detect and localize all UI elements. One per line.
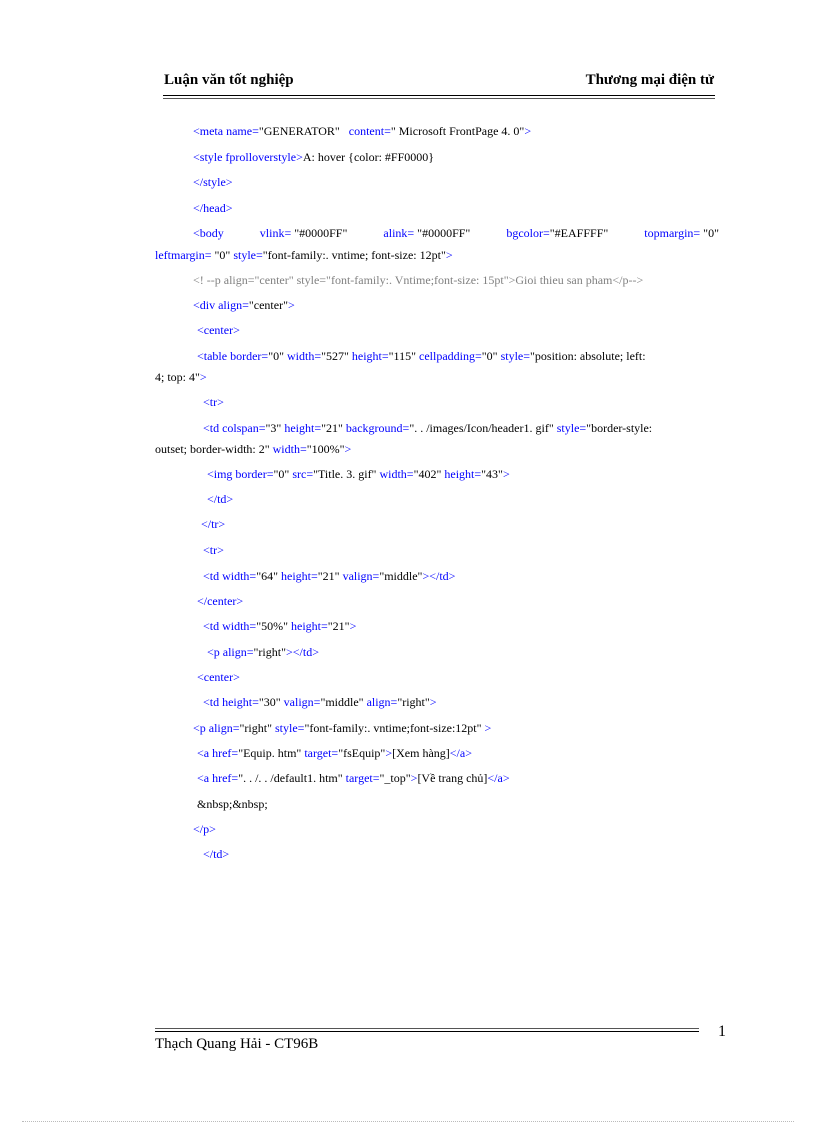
header-rule-secondary [163, 98, 715, 99]
code-line-8: <div align="center"> [193, 298, 295, 312]
code-line-27: <a href=". . /. . /default1. htm" target="_top">[Về trang chủ]</a> [197, 771, 510, 785]
footer-rule [155, 1028, 699, 1029]
footer-author: Thạch Quang Hải - CT96B [155, 1036, 319, 1052]
header-right-title: Thương mại điện tử [585, 72, 714, 88]
code-line-3: </style> [193, 175, 233, 189]
code-line-19: <td width="64" height="21" valign="middle"></td> [203, 569, 456, 583]
code-line-26: <a href="Equip. htm" target="fsEquip">[Xem hàng]</a> [197, 746, 472, 760]
code-line-12: <tr> [203, 395, 224, 409]
code-line-30: </td> [203, 847, 230, 861]
code-line-25: <p align="right" style="font-family:. vntime;font-size:12pt" > [193, 721, 492, 735]
code-line-28: &nbsp;&nbsp; [197, 797, 268, 811]
footer-rule-secondary [155, 1031, 699, 1032]
code-line-5: <body vlink= "#0000FF" alink= "#0000FF" bgcolor="#EAFFFF" topmargin= "0" [193, 226, 719, 240]
code-line-29: </p> [193, 822, 216, 836]
code-line-1: <meta name="GENERATOR" content=" Microsoft FrontPage 4. 0"> [193, 124, 532, 138]
code-line-9: <center> [197, 323, 240, 337]
code-line-2: <style fprolloverstyle>A: hover {color: #FF0000} [193, 150, 435, 164]
page-bottom-border [22, 1121, 794, 1122]
code-line-21: <td width="50%" height="21"> [203, 619, 357, 633]
code-line-10: <table border="0" width="527" height="115" cellpadding="0" style="position: absolute; left: [197, 349, 646, 363]
running-header [163, 72, 715, 94]
code-line-18: <tr> [203, 543, 224, 557]
code-line-6: leftmargin= "0" style="font-family:. vntime; font-size: 12pt"> [155, 248, 453, 262]
code-line-13: <td colspan="3" height="21" background=". . /images/Icon/header1. gif" style="border-style: [203, 421, 653, 435]
code-line-22: <p align="right"></td> [207, 645, 319, 659]
code-line-23: <center> [197, 670, 240, 684]
header-rule [163, 95, 715, 96]
code-line-24: <td height="30" valign="middle" align="right"> [203, 695, 437, 709]
code-line-16: </td> [207, 492, 234, 506]
header-left-title: Luận văn tốt nghiệp [164, 72, 294, 88]
code-line-11: 4; top: 4"> [155, 370, 207, 384]
code-line-14: outset; border-width: 2" width="100%"> [155, 442, 352, 456]
page-number: 1 [718, 1023, 726, 1040]
code-comment-line: <! --p align="center" style="font-family:. Vntime;font-size: 15pt">Gioi thieu san pham</p--> [193, 273, 644, 287]
code-line-17: </tr> [201, 517, 226, 531]
code-line-4: </head> [193, 201, 233, 215]
code-line-20: </center> [197, 594, 244, 608]
code-line-15: <img border="0" src="Title. 3. gif" width="402" height="43"> [207, 467, 510, 481]
